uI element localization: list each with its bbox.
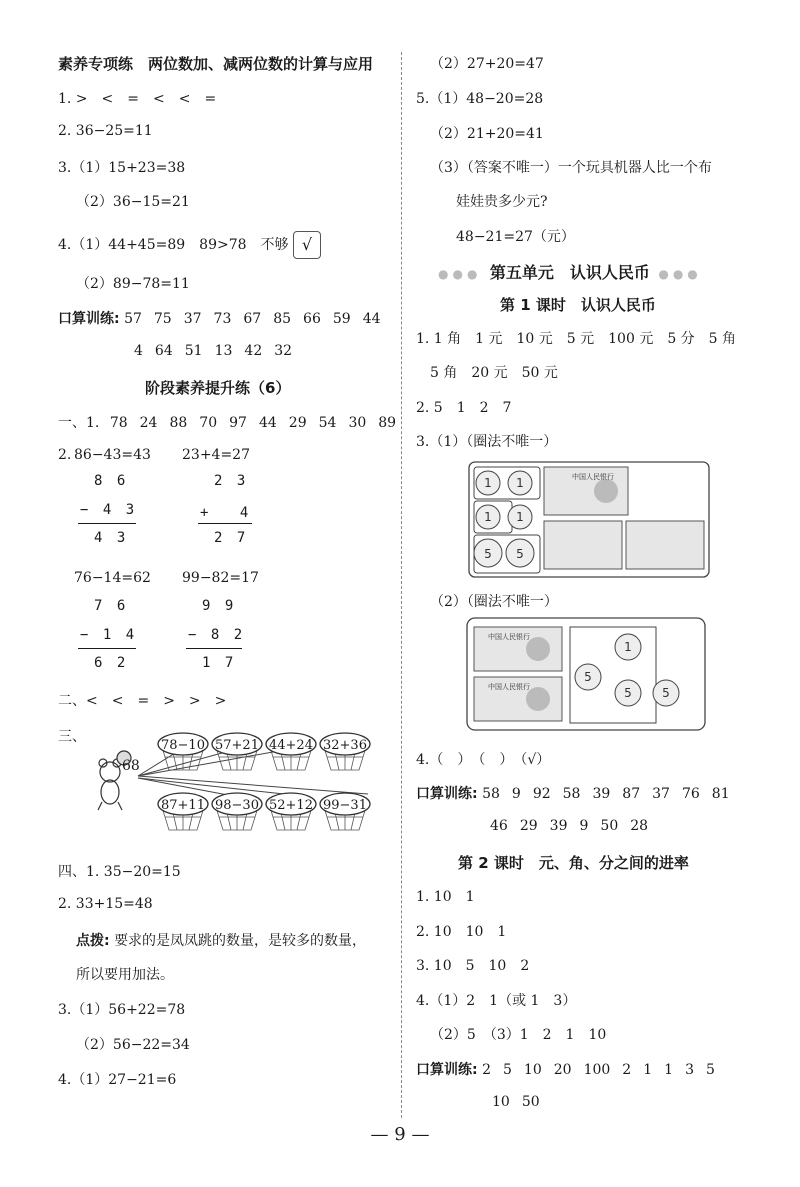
answer-r-top: （2）27+20=47 [430,56,544,72]
oral-right-value-2: 92 [532,786,551,802]
banknote-5jiao-1 [544,521,622,569]
calc-b-mid: + 4 [200,505,252,521]
part4-q1: 四、1. 35−20=15 [58,864,181,880]
answer-q1: 1. > < = < < = [58,91,217,107]
part1-value-6: 29 [288,415,307,431]
basket-top-3-label: 32+36 [323,738,367,753]
oral-value-7: 59 [332,311,351,327]
answer-q4-1 [58,231,321,259]
l1-q4: 4.（ ） （ ） （√） [416,752,551,768]
oral2-right-row-2 [492,1094,552,1110]
calc-a-mid: − 4 3 [80,502,138,518]
l1-q3-1: 3.（1）（圈法不唯一） [416,434,558,450]
part4-q2: 2. 33+15=48 [58,896,153,912]
oral-value-r2-3: 13 [214,343,233,359]
calc-d-equation: 99−82=17 [182,570,259,586]
oral-training-right-2 [416,1059,727,1079]
oral-value-r2-1: 64 [154,343,173,359]
part1-value-4: 97 [229,415,247,431]
coin2-label-3: 5 [624,686,632,700]
hint-text: 要求的是凤凤跳的数量，是较多的数量， [114,933,367,949]
part4-q4-1: 4.（1）27−21=6 [58,1072,177,1088]
oral-row-1 [124,311,392,327]
oral-right-value-r2-3: 9 [579,818,589,834]
basket-top-1-label: 57+21 [215,738,259,753]
oral-right-row-2 [490,818,660,834]
note-caption-3: 中国人民银行 [488,683,530,691]
oral-right-value-8: 81 [711,786,730,802]
answer-q5-3: （3）（答案不唯一）一个玩具机器人比一个布 [430,160,712,176]
oral-right-value-r2-1: 29 [519,818,538,834]
calc-b-equation: 23+4=27 [182,447,250,463]
part1-value-9: 89 [378,415,397,431]
basket-bottom-3 [320,793,370,830]
coin2-label-1: 1 [624,640,632,654]
oral-value-8: 44 [362,311,381,327]
answer-q5-2: （2）21+20=41 [430,126,544,142]
lesson1-title: 第 1 课时 认识人民币 [500,296,656,314]
coin-label-4: 1 [516,510,524,524]
note-caption-1: 中国人民银行 [572,473,614,481]
part1-label: 一、1. [58,415,100,431]
part1-q2-label: 2. [58,447,72,463]
oral-right-value-6: 37 [652,786,670,802]
oral-right-value-0: 58 [482,786,500,802]
oral-value-2: 37 [183,311,202,327]
oral-label-right-2: 口算训练: [416,1062,478,1078]
calc-c-mid: − 1 4 [80,627,138,643]
note-caption-2: 中国人民银行 [488,633,530,641]
calc-b-top: 2 3 [214,473,249,489]
oral2-right-value-5: 2 [622,1062,632,1078]
oral-label-right: 口算训练: [416,786,478,802]
calc-c-top: 7 6 [94,598,129,614]
basket-top-2 [266,733,316,770]
oral-right-value-r2-5: 28 [630,818,649,834]
portrait-icon [594,479,618,503]
oral2-right-row-1 [482,1062,727,1078]
section-heading: 素养专项练 两位数加、减两位数的计算与应用 [58,55,374,73]
l1-q1: 1. 1 角 1 元 10 元 5 元 100 元 5 分 5 角 [416,331,737,347]
oral-value-3: 73 [213,311,232,327]
calc-d-top: 9 9 [202,598,237,614]
coin-label-6: 5 [516,547,524,561]
dots-right-icon: ●●● [658,267,702,281]
check-box: √ [293,231,321,259]
calc-b-rule [198,523,252,524]
calc-a-top: 8 6 [94,473,129,489]
calc-a-equation: 86−43=43 [74,447,151,463]
oral2-right-value-9: 5 [705,1062,715,1078]
basket-bottom-2 [266,793,316,830]
page-number: — 9 — [370,1124,430,1145]
answer-q5-3c: 48−21=27（元） [456,229,575,245]
hint-text-2: 所以要用加法。 [76,967,174,983]
basket-bottom-0 [158,793,208,830]
calc-c-result: 6 2 [94,655,129,671]
unit-title: 第五单元 认识人民币 [489,263,650,282]
money-figure-2 [466,617,706,731]
lesson2-title: 第 2 课时 元、角、分之间的进率 [458,854,689,872]
oral-value-5: 85 [273,311,292,327]
basket-top-2-label: 44+24 [269,738,313,753]
part1-value-0: 78 [109,415,128,431]
l1-q1b: 5 角 20 元 50 元 [430,365,558,381]
oral2-right-value-2: 10 [523,1062,542,1078]
oral2-right-value-1: 5 [502,1062,512,1078]
hint-label: 点拨: [76,933,110,949]
oral-value-r2-4: 42 [244,343,263,359]
oral2-right-value-3: 20 [553,1062,572,1078]
oral2-right-value-4: 100 [583,1062,611,1078]
part1-q1 [58,412,408,432]
calc-a-rule [78,523,136,524]
part1-value-2: 88 [169,415,188,431]
oral-value-r2-0: 4 [134,343,143,359]
answer-q3-1: 3.（1）15+23=38 [58,160,186,176]
unit-title-row [438,260,702,283]
oral2-right-value-r2-1: 50 [521,1094,540,1110]
part4-q3-2: （2）56−22=34 [76,1037,190,1053]
oral-right-value-5: 87 [622,786,641,802]
basket-top-1 [212,733,262,770]
oral-training-left [58,308,393,328]
oral2-right-value-0: 2 [482,1062,491,1078]
answer-q4-2: （2）89−78=11 [76,276,190,292]
oral-value-1: 75 [153,311,172,327]
oral2-right-value-r2-0: 10 [492,1094,510,1110]
part4-q3-1: 3.（1）56+22=78 [58,1002,186,1018]
answer-q5-1: 5.（1）48−20=28 [416,91,544,107]
basket-top-3 [320,733,370,770]
answer-q3-2: （2）36−15=21 [76,194,190,210]
l2-q1: 1. 10 1 [416,889,475,905]
calc-a-result: 4 3 [94,530,129,546]
calc-c-equation: 76−14=62 [74,570,151,586]
oral-training-right [416,783,742,803]
part2-answers: 二、< < = > > > [58,693,227,709]
money-figure-1 [468,461,710,578]
l1-q2: 2. 5 1 2 7 [416,400,512,416]
oral-right-value-r2-4: 50 [600,818,619,834]
part1-value-5: 44 [258,415,277,431]
basket-bottom-2-label: 52+12 [269,798,313,813]
basket-top-0-label: 78−10 [161,738,205,753]
oral-right-value-3: 58 [562,786,581,802]
calc-d-result: 1 7 [202,655,237,671]
calc-c-rule [78,648,136,649]
calc-b-result: 2 7 [214,530,249,546]
oral-right-value-4: 39 [592,786,611,802]
part1-values [110,415,408,431]
oral-right-value-1: 9 [511,786,521,802]
oral2-right-value-7: 1 [664,1062,674,1078]
coin-label-5: 5 [484,547,492,561]
oral-row-2 [134,343,304,359]
bear-number: 68 [122,758,140,774]
basket-bottom-0-label: 87+11 [161,798,205,813]
coin-label-2: 1 [516,476,524,490]
oral-right-row-1 [482,786,742,802]
answer-q5-3b: 娃娃贵多少元? [456,194,548,210]
oral-value-4: 67 [243,311,262,327]
part1-value-7: 54 [318,415,337,431]
oral-value-r2-5: 32 [274,343,293,359]
oral2-right-value-6: 1 [643,1062,653,1078]
column-divider [401,52,402,1118]
l2-q3: 3. 10 5 10 2 [416,958,530,974]
basket-bottom-1-label: 98−30 [215,798,259,813]
part3-label: 三、 [58,729,86,745]
part1-value-3: 70 [199,415,218,431]
stage-title: 阶段素养提升练（6） [145,379,291,397]
oral-value-6: 66 [303,311,321,327]
oral-label: 口算训练: [58,311,120,327]
coin-label-3: 1 [484,510,492,524]
calc-d-rule [186,648,242,649]
part1-value-8: 30 [348,415,367,431]
coin-label-1: 1 [484,476,492,490]
banknote-5jiao-2 [626,521,704,569]
part1-value-1: 24 [139,415,158,431]
basket-bottom-1 [212,793,262,830]
oral-value-0: 57 [124,311,142,327]
oral-right-value-r2-0: 46 [490,818,508,834]
l2-q4-2: （2）5 （3）1 2 1 10 [430,1027,607,1043]
l2-q4-1: 4.（1）2 1（或 1 3） [416,993,577,1009]
calc-d-mid: − 8 2 [188,627,246,643]
dots-left-icon: ●●● [438,267,482,281]
coin2-label-4: 5 [662,686,670,700]
oral-right-value-r2-2: 39 [549,818,568,834]
l1-q3-2: （2）（圈法不唯一） [430,594,558,610]
oral-right-value-7: 76 [681,786,700,802]
basket-bottom-3-label: 99−31 [323,798,367,813]
hint-line [76,930,366,950]
oral2-right-value-8: 3 [685,1062,694,1078]
basket-illustration [88,722,388,847]
answer-q2: 2. 36−25=11 [58,123,153,139]
l2-q2: 2. 10 10 1 [416,924,507,940]
oral-value-r2-2: 51 [184,343,203,359]
answer-q4-1-text: 4.（1）44+45=89 89>78 不够 [58,237,289,253]
coin2-label-2: 5 [584,670,592,684]
